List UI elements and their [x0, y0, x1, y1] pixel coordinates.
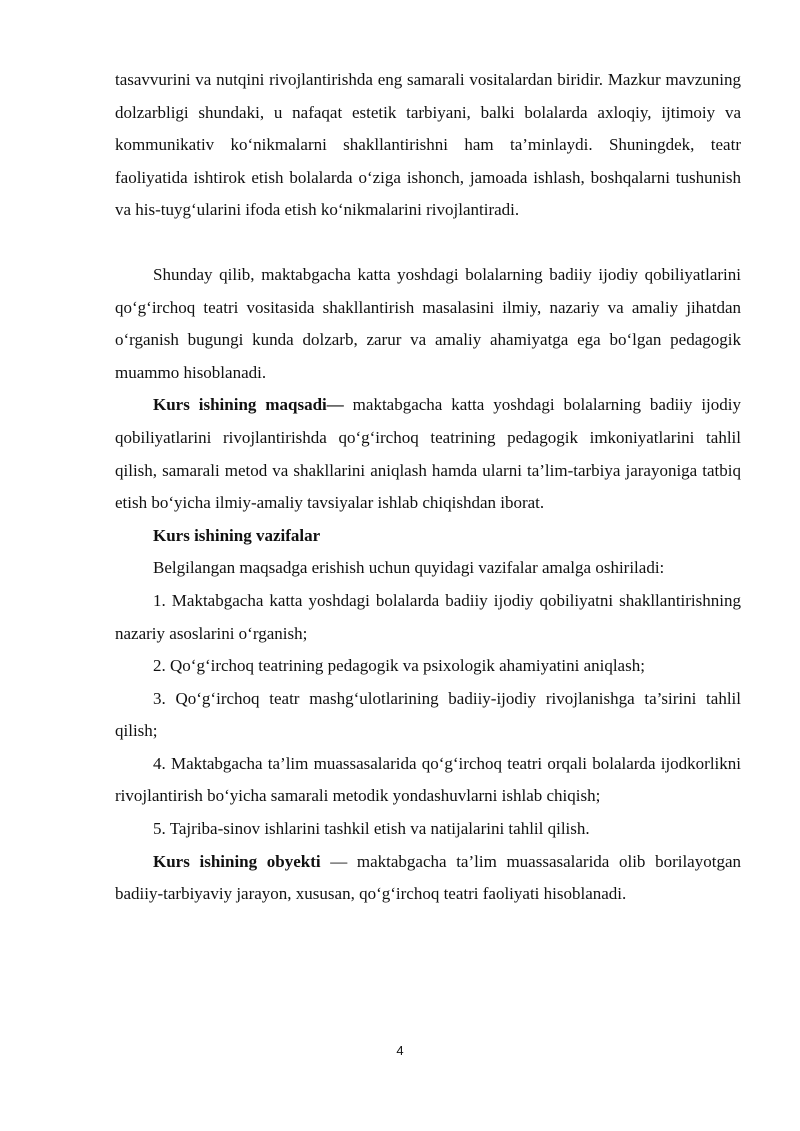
- tasks-heading: Kurs ishining vazifalar: [153, 525, 321, 545]
- paragraph-intro-continuation: tasavvurini va nutqini rivojlantirishda eng samarali vositalardan biridir. Mazkur mavzuning dolzarbligi shundaki, u nafaqat estetik tarbiyani, balki bolalarda axloqiy, ijtimoiy va kommunikativ ko‘nikmalarni shakllantirishni ham ta’minlaydi. Shuningdek, teatr faoliyatida ishtirok etish bolalarda o‘ziga ishonch, jamoada ishlash, boshqalarni tushunish va his-tuyg‘ularini ifoda etish ko‘nikmalarini rivojlantiradi.: [115, 70, 741, 220]
- tasks-intro: Belgilangan maqsadga erishish uchun quyidagi vazifalar amalga oshiriladi:: [153, 558, 665, 578]
- paragraph-conclusion: Shunday qilib, maktabgacha katta yoshdagi bolalarning badiiy ijodiy qobiliyatlarini qo‘g‘irchoq teatri vositasida shakllantirish masalasini ilmiy, nazariy va amaliy jihatdan o‘rganish bugungi kunda dolzarb, zarur va amaliy ahamiyatga ega bo‘lgan pedagogik muammo hisoblanadi.: [115, 264, 741, 382]
- paragraph-object: [115, 846, 741, 911]
- goal-heading: Kurs ishining maqsadi—: [153, 395, 344, 415]
- paragraph-goal: [115, 389, 741, 519]
- task-item-4: 4. Maktabgacha ta’lim muassasalarida qo‘g‘irchoq teatri orqali bolalarda ijodkorlikni rivojlantirish bo‘yicha samarali metodik yondashuvlarni ishlab chiqish;: [115, 753, 741, 806]
- page-number: 4: [396, 1043, 404, 1058]
- goal-text: maktabgacha katta yoshdagi bolalarning badiiy ijodiy qobiliyatlarini rivojlantirishda qo‘g‘irchoq teatrining pedagogik imkoniyatlarini tahlil qilish, samarali metod va shakllarini aniqlash hamda ularni ta’lim-tarbiya jarayoniga tatbiq etish bo‘yicha ilmiy-amaliy tavsiyalar ishlab chiqishdan iborat.: [115, 395, 741, 513]
- task-item-5: 5. Tajriba-sinov ishlarini tashkil etish va natijalarini tahlil qilish.: [153, 819, 590, 839]
- task-item-3: 3. Qo‘g‘irchoq teatr mashg‘ulotlarining badiiy-ijodiy rivojlanishga ta’sirini tahlil qilish;: [115, 688, 741, 741]
- task-item-1: 1. Maktabgacha katta yoshdagi bolalarda badiiy ijodiy qobiliyatni shakllantirishning nazariy asoslarini o‘rganish;: [115, 590, 741, 643]
- document-page: [115, 64, 741, 911]
- task-item-2: 2. Qo‘g‘irchoq teatrining pedagogik va psixologik ahamiyatini aniqlash;: [153, 656, 645, 676]
- object-text: — maktabgacha ta’lim muassasalarida olib borilayotgan badiiy-tarbiyaviy jarayon, xususan, qo‘g‘irchoq teatri faoliyati hisoblanadi.: [115, 851, 741, 904]
- object-heading: Kurs ishining obyekti: [153, 851, 321, 871]
